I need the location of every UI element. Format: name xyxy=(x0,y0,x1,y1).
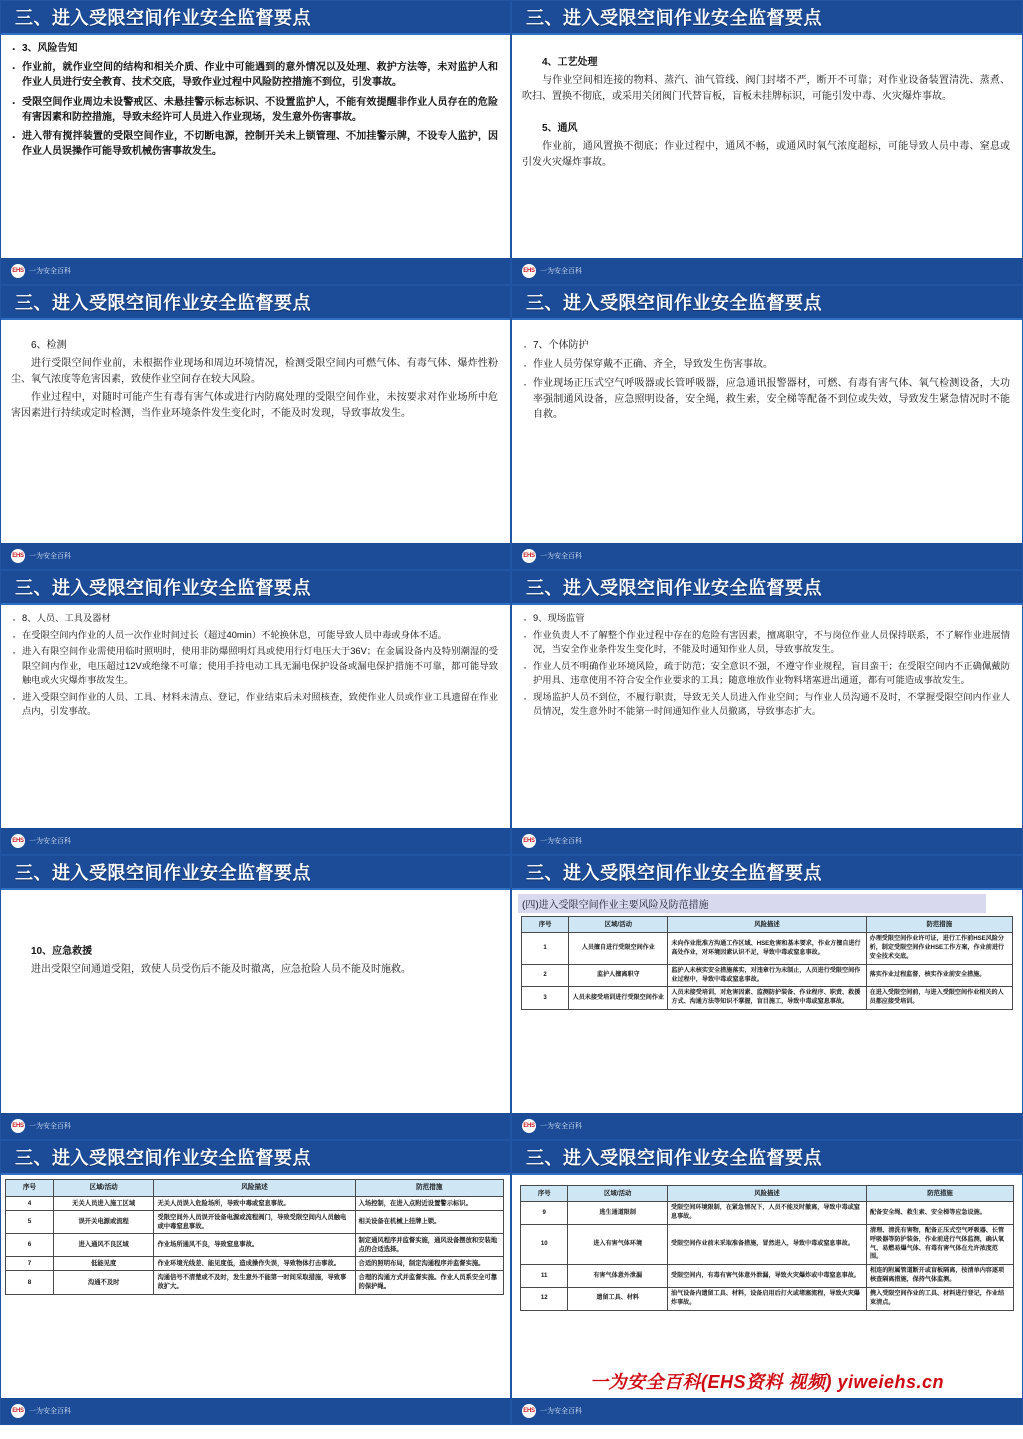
table-row xyxy=(521,1224,1014,1264)
slide-1 xyxy=(0,0,511,285)
cell-zone: 进入有害气体环境 xyxy=(568,1224,668,1264)
list-item: · 进入带有搅拌装置的受限空间作业，不切断电源，控制开关未上锁管理、不加挂警示牌，不设专人监护，因作业人员误操作可能导致机械伤害事故发生。 xyxy=(11,129,498,159)
slide-title: 三、进入受限空间作业安全监督要点 xyxy=(15,578,311,598)
list-item: · 现场监护人员不到位，不履行职责，导致无关人员进入作业空间；与作业人员沟通不及时，不掌握受限空间内作业人员情况，发生意外时不能第一时间通知作业人员撤离，导致事态扩大。 xyxy=(522,690,1010,719)
section-heading: 5、通风 xyxy=(542,123,578,134)
slide-header xyxy=(1,571,510,605)
slide-footer xyxy=(512,258,1022,284)
cell-zone: 进入通风不良区域 xyxy=(53,1233,154,1256)
ehs-logo-icon: EHS xyxy=(522,1404,536,1418)
ehs-logo-icon: EHS xyxy=(11,834,25,848)
col-header-zone: 区域/活动 xyxy=(53,1180,154,1197)
cell-no: 12 xyxy=(521,1287,568,1310)
cell-no: 6 xyxy=(6,1233,54,1256)
slide-body xyxy=(512,890,1022,1113)
risk-table xyxy=(521,916,1013,1010)
slide-5 xyxy=(0,570,511,855)
cell-risk: 监护人未核实安全措施落实，对违章行为未制止，人员进行受限空间作业过程中，导致中毒或窒息事故。 xyxy=(668,964,866,987)
slide-title: 三、进入受限空间作业安全监督要点 xyxy=(526,8,822,28)
cell-measure: 合理的沟通方式并监督实施。作业人员系安全可靠的保护绳。 xyxy=(355,1271,503,1294)
slide-body xyxy=(512,1175,1022,1398)
footer-label: 一为安全百科 xyxy=(29,1408,71,1415)
cell-measure: 在进入受限空间前，与进入受限空间作业相关的人员都应接受培训。 xyxy=(866,987,1012,1010)
cell-zone: 逃生通道限制 xyxy=(568,1202,668,1225)
cell-risk: 受限空间作业前未采取准备措施，冒然进入，导致中毒或窒息事故。 xyxy=(667,1224,866,1264)
slide-footer xyxy=(1,258,510,284)
paragraph: 进出受限空间通道受阻，致使人员受伤后不能及时撤离，应急抢险人员不能及时施救。 xyxy=(31,964,411,975)
cell-risk: 无关人员误入危险场所，导致中毒或窒息事故。 xyxy=(154,1196,355,1210)
list-item: · 8、人员、工具及器材 xyxy=(11,611,498,626)
table-row xyxy=(6,1210,504,1233)
bullet-list xyxy=(522,611,1010,719)
col-header-zone: 区域/活动 xyxy=(568,1186,668,1202)
slide-title: 三、进入受限空间作业安全监督要点 xyxy=(526,1148,822,1168)
cell-measure: 相关设备在机械上挂牌上锁。 xyxy=(355,1210,503,1233)
cell-zone: 监护人擅离职守 xyxy=(569,964,668,987)
cell-risk: 未向作业批准方沟通工作区域、HSE危害和基本要求，作业方擅自进行高处作业，对环境因素认识不足，导致中毒或窒息事故。 xyxy=(668,933,866,964)
risk-table xyxy=(5,1179,504,1295)
slide-body xyxy=(1,605,510,828)
slide-8 xyxy=(511,855,1023,1140)
watermark: 一为安全百科(EHS资料 视频) yiweiehs.cn xyxy=(589,1372,945,1392)
slide-4 xyxy=(511,285,1023,570)
slide-9 xyxy=(0,1140,511,1425)
slide-body xyxy=(1,890,510,1113)
slide-footer xyxy=(1,1398,510,1424)
section-band: (四)进入受限空间作业主要风险及防范措施 xyxy=(518,894,986,913)
list-item: · 作业现场正压式空气呼吸器或长管呼吸器，应急通讯报警器材，可燃、有毒有害气体、氧气检测设备，大功率强制通风设备，应急照明设备，安全绳，救生索，安全梯等配备不到位或失效，导致发生紧急情况时不能自救。 xyxy=(522,376,1010,422)
cell-zone: 误开关电源或流程 xyxy=(53,1210,154,1233)
slide-body xyxy=(512,605,1022,828)
table-header-row xyxy=(521,1186,1014,1202)
footer-label: 一为安全百科 xyxy=(540,838,582,845)
slide-body xyxy=(1,1175,510,1398)
cell-no: 10 xyxy=(521,1224,568,1264)
col-header-no: 序号 xyxy=(521,1186,568,1202)
list-item: · 作业人员劳保穿戴不正确、齐全，导致发生伤害事故。 xyxy=(522,357,1010,372)
table-row xyxy=(522,987,1013,1010)
slide-body xyxy=(512,35,1022,258)
cell-zone: 人员未接受培训进行受限空间作业 xyxy=(569,987,668,1010)
slide-7 xyxy=(0,855,511,1140)
slide-6 xyxy=(511,570,1023,855)
table-header-row xyxy=(6,1180,504,1197)
list-item: · 进入有限空间作业需使用临时照明时，使用非防爆照明灯具或使用行灯电压大于36V；在金属设备内及特别潮湿的受限空间内作业，电压超过12V或绝缘不可靠；使用手持电动工具无漏电保护设备或漏电保护措施不可靠，都可能导致触电或火灾爆炸事故发生。 xyxy=(11,644,498,688)
slide-header xyxy=(512,286,1022,320)
col-header-risk: 风险描述 xyxy=(154,1180,355,1197)
cell-measure: 携入受限空间作业的工具、材料进行登记，作业结束清点。 xyxy=(867,1287,1014,1310)
ehs-logo-icon: EHS xyxy=(11,1404,25,1418)
footer-label: 一为安全百科 xyxy=(540,268,582,275)
list-item: · 3、风险告知 xyxy=(11,41,498,56)
slide-title: 三、进入受限空间作业安全监督要点 xyxy=(526,863,822,883)
paragraph: 作业前，通风置换不彻底；作业过程中，通风不畅，或通风时氧气浓度超标，可能导致人员中毒、窒息或引发火灾爆炸事故。 xyxy=(522,141,1010,168)
table-row xyxy=(522,933,1013,964)
table-row xyxy=(521,1287,1014,1310)
slide-title: 三、进入受限空间作业安全监督要点 xyxy=(15,8,311,28)
ehs-logo-icon: EHS xyxy=(522,834,536,848)
list-item: · 作业前，就作业空间的结构和相关介质、作业中可能遇到的意外情况以及处理、救护方法等，未对监护人和作业人员进行安全教育、技术交底，导致作业过程中风险防控措施不到位，引发事故。 xyxy=(11,60,498,90)
slide-footer xyxy=(512,828,1022,854)
slide-header xyxy=(512,856,1022,890)
cell-measure: 制定通风程序并监督实施，通风设备摆放和安装地点的合适选择。 xyxy=(355,1233,503,1256)
list-item: · 作业负责人不了解整个作业过程中存在的危险有害因素，擅离职守，不与岗位作业人员保持联系，不了解作业进展情况，当安全作业条件发生变化时，不能及时通知作业人员，导致事故发生。 xyxy=(522,628,1010,657)
section-heading: 10、应急救援 xyxy=(31,946,93,957)
slide-header xyxy=(1,286,510,320)
cell-no: 1 xyxy=(522,933,569,964)
slide-header xyxy=(1,1141,510,1175)
slide-title: 三、进入受限空间作业安全监督要点 xyxy=(15,293,311,313)
slide-header xyxy=(512,1,1022,35)
footer-label: 一为安全百科 xyxy=(29,268,71,275)
col-header-risk: 风险描述 xyxy=(667,1186,866,1202)
footer-label: 一为安全百科 xyxy=(540,1123,582,1130)
bullet-list xyxy=(522,338,1010,422)
table-row xyxy=(6,1233,504,1256)
list-item: · 7、个体防护 xyxy=(522,338,1010,353)
slide-10 xyxy=(511,1140,1023,1425)
cell-zone: 遗留工具、材料 xyxy=(568,1287,668,1310)
ehs-logo-icon: EHS xyxy=(522,1119,536,1133)
slide-2 xyxy=(511,0,1023,285)
col-header-measure: 防范措施 xyxy=(867,1186,1014,1202)
cell-measure: 清理、清洗有害物，配备正压式空气呼吸器、长管呼吸器等防护装备，作业前进行气体监测，确认氧气、易燃易爆气体、有毒有害气体在允许浓度范围。 xyxy=(867,1224,1014,1264)
cell-zone: 低能见度 xyxy=(53,1257,154,1271)
list-item: · 在受限空间内作业的人员一次作业时间过长（超过40min）不轮换休息，可能导致人员中毒或身体不适。 xyxy=(11,628,498,643)
spacer xyxy=(522,41,1010,53)
col-header-zone: 区域/活动 xyxy=(569,917,668,933)
cell-measure: 落实作业过程监督，核实作业前安全措施。 xyxy=(866,964,1012,987)
slide-body xyxy=(1,320,510,543)
ehs-logo-icon: EHS xyxy=(11,264,25,278)
spacer xyxy=(11,896,498,942)
slide-3 xyxy=(0,285,511,570)
slide-title: 三、进入受限空间作业安全监督要点 xyxy=(15,863,311,883)
table-row xyxy=(6,1271,504,1294)
slide-title: 三、进入受限空间作业安全监督要点 xyxy=(526,578,822,598)
ehs-logo-icon: EHS xyxy=(522,549,536,563)
footer-label: 一为安全百科 xyxy=(29,553,71,560)
paragraph: 与作业空间相连接的物料、蒸汽、油气管线、阀门封堵不严，断开不可靠；对作业设备装置清洗、蒸煮、吹扫、置换不彻底，或采用关闭阀门代替盲板，盲板未挂牌标识，可能引发中毒、火灾爆炸事故。 xyxy=(522,75,1010,102)
bullet-list xyxy=(11,611,498,719)
cell-no: 11 xyxy=(521,1265,568,1288)
section-heading: 4、工艺处理 xyxy=(542,57,598,68)
cell-risk: 受限空间外人员误开设备电源或流程阀门，导致受限空间内人员触电或中毒窒息事故。 xyxy=(154,1210,355,1233)
cell-no: 9 xyxy=(521,1202,568,1225)
table-header-row xyxy=(522,917,1013,933)
table-container xyxy=(518,916,1016,1010)
cell-risk: 受限空间内，有毒有害气体意外泄漏，导致火灾爆炸或中毒窒息事故。 xyxy=(667,1265,866,1288)
cell-zone: 人员擅自进行受限空间作业 xyxy=(569,933,668,964)
slide-title: 三、进入受限空间作业安全监督要点 xyxy=(15,1148,311,1168)
cell-measure: 办理受限空间作业许可证，进行工作前HSE风险分析，制定受限空间作业HSE工作方案，作业前进行安全技术交底。 xyxy=(866,933,1012,964)
cell-measure: 入场控制，在进入点附近设置警示标识。 xyxy=(355,1196,503,1210)
spacer xyxy=(522,107,1010,119)
list-item: · 作业人员不明确作业环境风险，疏于防范；安全意识不强，不遵守作业规程，盲目蛮干；在受限空间内不正确佩戴防护用具、违章使用不符合安全作业要求的工具；随意堆放作业物料堵塞进出通道，都有可能造成事故发生。 xyxy=(522,659,1010,688)
cell-no: 5 xyxy=(6,1210,54,1233)
slide-header xyxy=(1,1,510,35)
slide-body xyxy=(512,320,1022,543)
footer-label: 一为安全百科 xyxy=(29,838,71,845)
table-row xyxy=(6,1196,504,1210)
section-heading: 6、检测 xyxy=(31,340,67,351)
col-header-measure: 防范措施 xyxy=(866,917,1012,933)
table-row xyxy=(521,1265,1014,1288)
spacer xyxy=(522,326,1010,338)
col-header-no: 序号 xyxy=(6,1180,54,1197)
footer-label: 一为安全百科 xyxy=(29,1123,71,1130)
col-header-risk: 风险描述 xyxy=(668,917,866,933)
col-header-measure: 防范措施 xyxy=(355,1180,503,1197)
ehs-logo-icon: EHS xyxy=(11,1119,25,1133)
list-item: · 进入受限空间作业的人员、工具、材料未清点、登记，作业结束后未对照核查，致使作业人员或作业工具遗留在作业点内，引发事故。 xyxy=(11,690,498,719)
slide-footer xyxy=(1,828,510,854)
cell-measure: 相连的附属管道断开或盲板隔离，按清单内容逐项核查隔离措施，保持气体监测。 xyxy=(867,1265,1014,1288)
slide-header xyxy=(512,571,1022,605)
cell-risk: 人员未接受培训，对危害因素、监测防护装备、作业程序、职责、救援方式、沟通方法等知识不掌握，盲目施工，导致中毒或窒息事故。 xyxy=(668,987,866,1010)
ehs-logo-icon: EHS xyxy=(11,549,25,563)
paragraph: 进行受限空间作业前，未根据作业现场和周边环境情况，检测受限空间内可燃气体、有毒气体、爆炸性粉尘、氧气浓度等危害因素，致使作业空间存在较大风险。 xyxy=(11,358,498,385)
slide-header xyxy=(1,856,510,890)
cell-risk: 受限空间环境限制，在紧急情况下，人员不能及时撤离，导致中毒或窒息事故。 xyxy=(667,1202,866,1225)
cell-no: 3 xyxy=(522,987,569,1010)
slide-footer xyxy=(512,1398,1022,1424)
cell-measure: 配备安全绳、救生索、安全梯等应急设施。 xyxy=(867,1202,1014,1225)
cell-zone: 沟通不及时 xyxy=(53,1271,154,1294)
cell-risk: 作业场所通风不良，导致窒息事故。 xyxy=(154,1233,355,1256)
cell-risk: 沟通信号不清楚或不及时，发生意外不能第一时间采取措施，导致事故扩大。 xyxy=(154,1271,355,1294)
list-item: · 9、现场监管 xyxy=(522,611,1010,626)
ehs-logo-icon: EHS xyxy=(522,264,536,278)
risk-table xyxy=(520,1185,1014,1311)
cell-zone: 有害气体意外泄漏 xyxy=(568,1265,668,1288)
table-row xyxy=(6,1257,504,1271)
slide-header xyxy=(512,1141,1022,1175)
slide-footer xyxy=(512,543,1022,569)
cell-no: 4 xyxy=(6,1196,54,1210)
cell-risk: 作业环境光线差、能见度低，造成操作失误，导致物体打击事故。 xyxy=(154,1257,355,1271)
cell-no: 2 xyxy=(522,964,569,987)
cell-risk: 油气设备内遗留工具、材料，设备启用后打火或堵塞流程，导致火灾爆炸事故。 xyxy=(667,1287,866,1310)
bullet-list xyxy=(11,41,498,159)
slide-footer xyxy=(512,1113,1022,1139)
slide-footer xyxy=(1,543,510,569)
paragraph: 作业过程中，对随时可能产生有毒有害气体或进行内防腐处理的受限空间作业，未按要求对作业场所中危害因素进行持续或定时检测，当作业环境条件发生变化时，不能及时发现，导致事故发生。 xyxy=(11,392,498,419)
slide-title: 三、进入受限空间作业安全监督要点 xyxy=(526,293,822,313)
cell-no: 8 xyxy=(6,1271,54,1294)
list-item: · 受限空间作业周边未设警戒区、未悬挂警示标志标识、不设置监护人，不能有效提醒非作业人员存在的危险有害因素和防控措施，导致未经许可人员进入作业现场，发生意外伤害事故。 xyxy=(11,95,498,125)
slide-footer xyxy=(1,1113,510,1139)
table-row xyxy=(522,964,1013,987)
spacer xyxy=(11,326,498,338)
table-row xyxy=(521,1202,1014,1225)
footer-label: 一为安全百科 xyxy=(540,553,582,560)
cell-measure: 合适的照明布局，制定沟通程序并监督实施。 xyxy=(355,1257,503,1271)
col-header-no: 序号 xyxy=(522,917,569,933)
footer-label: 一为安全百科 xyxy=(540,1408,582,1415)
slide-body xyxy=(1,35,510,258)
cell-zone: 无关人员进入施工区域 xyxy=(53,1196,154,1210)
cell-no: 7 xyxy=(6,1257,54,1271)
